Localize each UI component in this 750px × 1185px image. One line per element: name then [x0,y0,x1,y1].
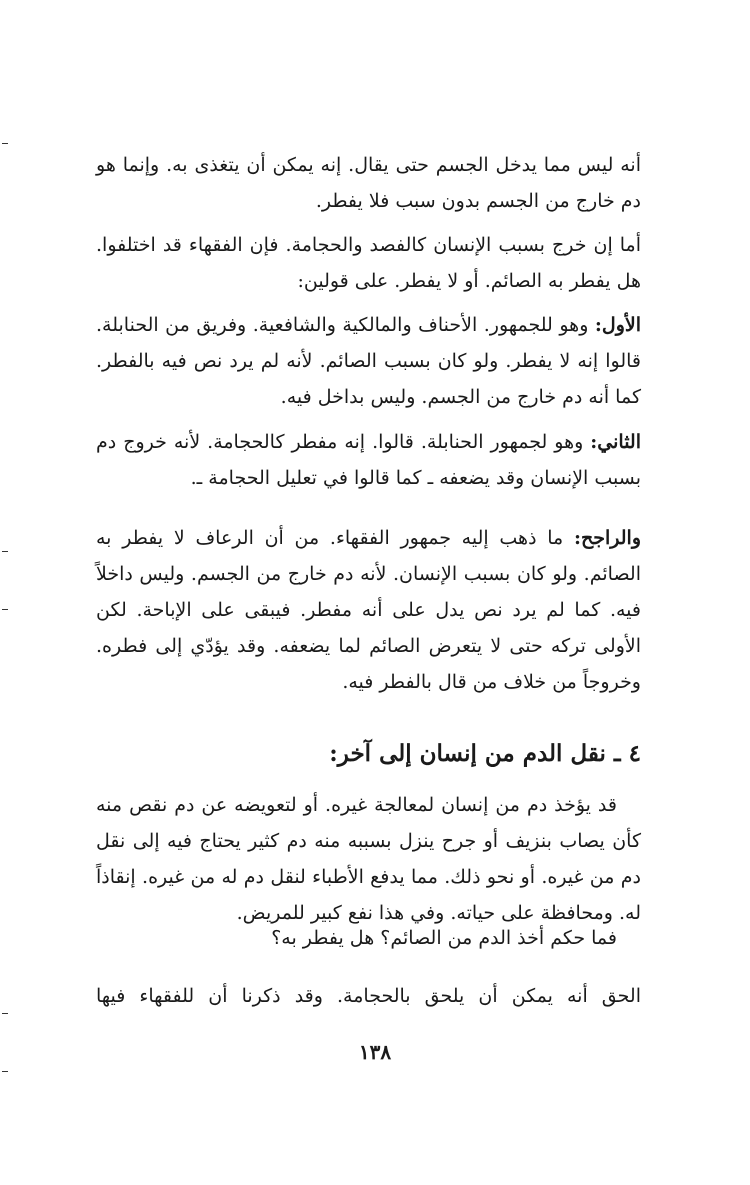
second-opinion-lead: الثاني: [590,431,641,453]
first-opinion-lead: الأول: [594,314,641,336]
blood-transfer-text: قد يؤخذ دم من إنسان لمعالجة غيره. أو لتعويضه عن دم نقص منه كأن يصاب بنزيف أو جرح ينزل بسببه منه دم كثير يحتاج فيه إلى نقل دم من غيره. أو نحو ذلك. مما يدفع الأطباء لنقل دم له من غيره. إنقاذاً له. ومحافظة على حياته. وفي هذا نفع كبير للمريض. [96,794,641,924]
paragraph-1-text: أنه ليس مما يدخل الجسم حتى يقال. إنه يمكن أن يتغذى به. وإنما هو دم خارج من الجسم بدون سبب فلا يفطر. [96,154,641,212]
preferred-opinion-lead: والراجح: [573,527,641,549]
scan-edge-mark [2,551,8,552]
scan-edge-mark [2,143,8,144]
paragraph-preferred-opinion [96,520,641,700]
preferred-opinion-text: ما ذهب إليه جمهور الفقهاء. من أن الرعاف لا يفطر به الصائم. ولو كان بسبب الإنسان. لأنه دم خارج من الجسم. وليس داخلاً فيه. كما لم يرد نص يدل على أنه مفطر. فيبقى على الإباحة. لكن الأولى تركه حتى لا يتعرض الصائم لما يضعفه. وقد يؤدّي إلى فطره. وخروجاً من خلاف من قال بالفطر فيه. [96,527,641,693]
answer-text: الحق أنه يمكن أن يلحق بالحجامة. وقد ذكرنا أن للفقهاء فيها [96,985,641,1007]
paragraph-blood-transfer [96,787,641,931]
page-number: ١٣٨ [358,1040,392,1064]
paragraph-2-text: أما إن خرج بسبب الإنسان كالفصد والحجامة. فإن الفقهاء قد اختلفوا. هل يفطر به الصائم. أو لا يفطر. على قولين: [96,234,641,292]
paragraph-second-opinion [96,424,641,496]
scan-edge-mark [2,609,8,610]
scan-edge-mark [2,1013,8,1014]
question-line: فما حكم أخذ الدم من الصائم؟ هل يفطر به؟ [271,927,617,949]
second-opinion-text: وهو لجمهور الحنابلة. قالوا. إنه مفطر كالحجامة. لأنه خروج دم بسبب الإنسان وقد يضعفه ـ كما قالوا في تعليل الحجامة ـ. [96,431,641,489]
paragraph-answer [96,978,641,1014]
paragraph-1 [96,147,641,219]
section-heading: ٤ ـ نقل الدم من إنسان إلى آخر: [329,740,641,767]
first-opinion-text: وهو للجمهور. الأحناف والمالكية والشافعية. وفريق من الحنابلة. قالوا إنه لا يفطر. ولو كان بسبب الصائم. لأنه لم يرد نص فيه بالفطر. كما أنه دم خارج من الجسم. وليس بداخل فيه. [96,314,641,408]
paragraph-first-opinion [96,307,641,415]
paragraph-2 [96,227,641,299]
scan-edge-mark [2,1071,8,1072]
